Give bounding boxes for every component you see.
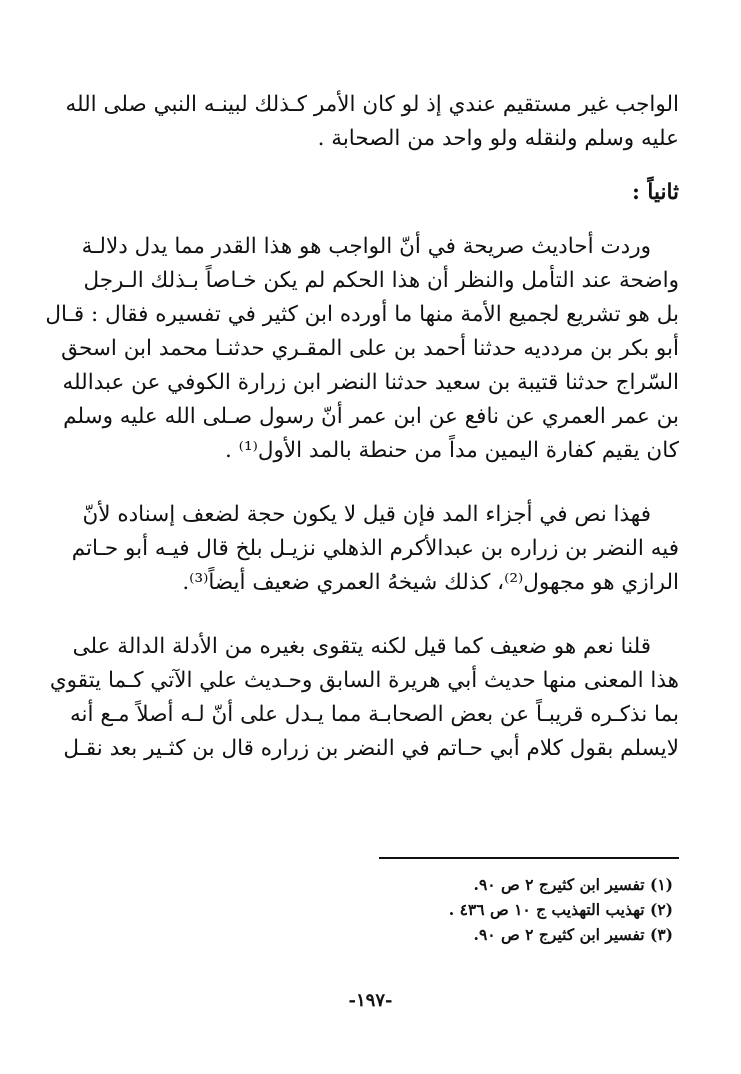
paragraph-3 <box>71 498 679 600</box>
paragraph-2 <box>45 230 679 468</box>
paragraph-4 <box>49 630 679 766</box>
section-heading: ثانياً : <box>632 180 679 205</box>
text-line: واضحة عند التأمل والنظر أن هذا الحكم لم يكن خـاصاً بـذلك الـرجل <box>83 268 679 293</box>
text-line: السّراج حدثنا قتيبة بن سعيد حدثنا النضر ابن زرارة الكوفي عن عبدالله <box>62 370 679 395</box>
text-line: كان يقيم كفارة اليمين مداً من حنطة بالمد الأول⁽¹⁾ . <box>224 438 679 463</box>
text-line: وردت أحاديث صريحة في أنّ الواجب هو هذا القدر مما يدل دلالـة <box>81 234 651 259</box>
text-line: الواجب غير مستقيم عندي إذ لو كان الأمر كـذلك لبينـه النبي صلى الله <box>65 92 679 117</box>
footnotes <box>353 872 673 947</box>
text-line: بن عمر العمري عن نافع عن ابن عمر أنّ رسول صـلى الله عليه وسلم <box>63 404 679 429</box>
text-line: الرازي هو مجهول⁽²⁾، كذلك شيخهُ العمري ضعيف أيضاً⁽³⁾. <box>182 570 679 595</box>
text-line: بما نذكـره قريبـاً عن بعض الصحابـة مما يـدل على أنّ لـه أصلاً مـع أنه <box>70 702 679 727</box>
text-line: أبو بكر بن مردديه حدثنا أحمد بن على المقـري حدثنـا محمد ابن اسحق <box>61 336 679 361</box>
text-line: لايسلم بقول كلام أبي حـاتم في النضر بن زراره قال بن كثـير بعد نقـل <box>63 736 679 761</box>
footnote-3: (٣) تفسير ابن كثيرج ٢ ص ٩٠. <box>473 925 673 944</box>
text-line: هذا المعنى منها حديث أبي هريرة السابق وحـديث علي الآتي كـما يتقوي <box>49 668 679 693</box>
text-line: عليه وسلم ولنقله ولو واحد من الصحابة . <box>317 126 679 151</box>
paragraph-1 <box>65 88 679 156</box>
footnote-1: (١) تفسير ابن كثيرج ٢ ص ٩٠. <box>473 875 673 894</box>
page-number: -١٩٧- <box>348 990 393 1011</box>
text-line: بل هو تشريع لجميع الأمة منها ما أورده ابن كثير في تفسيره فقال : قـال <box>45 302 679 327</box>
text-line: فيه النضر بن زراره بن عبدالأكرم الذهلي نزيـل بلخ قال فيـه أبو حـاتم <box>71 536 679 561</box>
text-line: فهذا نص في أجزاء المد فإن قيل لا يكون حجة لضعف إسناده لأنّ <box>82 502 651 527</box>
footnote-divider <box>379 857 679 859</box>
text-line: قلنا نعم هو ضعيف كما قيل لكنه يتقوى بغيره من الأدلة الدالة على <box>72 634 651 659</box>
footnote-2: (٢) تهذيب التهذيب ج ١٠ ص ٤٣٦ . <box>448 900 673 919</box>
body-text <box>45 88 679 766</box>
